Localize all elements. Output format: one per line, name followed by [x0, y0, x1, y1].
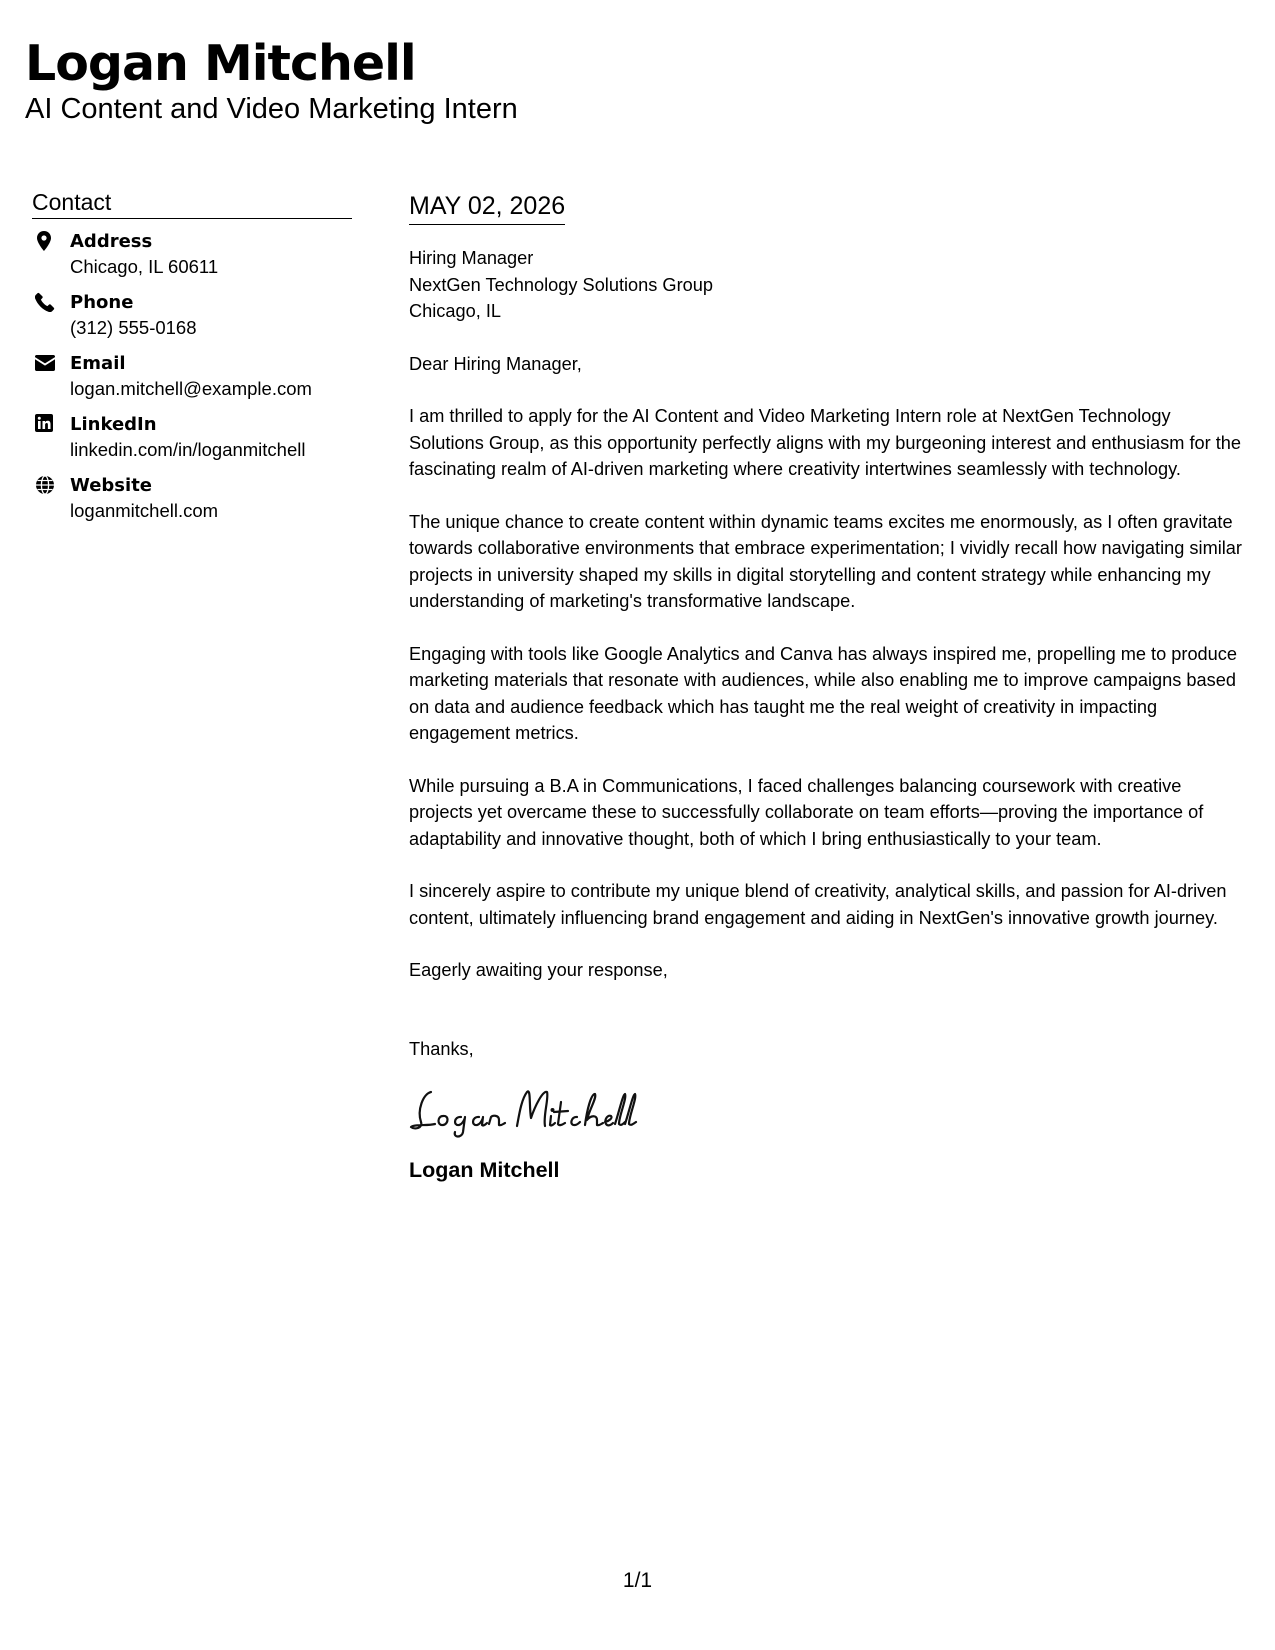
map-pin-icon — [35, 231, 53, 249]
contact-item-website — [32, 473, 352, 523]
contact-value-linkedin: linkedin.com/in/loganmitchell — [70, 439, 306, 460]
applicant-job-title: AI Content and Video Marketing Intern — [25, 93, 518, 125]
letter-date: MAY 02, 2026 — [409, 190, 565, 225]
handwritten-signature — [409, 1080, 1249, 1140]
contact-label-linkedin: LinkedIn — [70, 414, 157, 435]
linkedin-icon — [35, 414, 53, 432]
contact-label-phone: Phone — [70, 292, 134, 313]
paragraph: The unique chance to create content within dynamic teams excites me enormously, as I often gravitate towards collaborative environments that embrace experimentation; I vividly recall how navigating similar projects in university shaped my skills in digital storytelling and content strategy while enhancing my understanding of marketing's transformative landscape. — [409, 511, 1242, 611]
recipient-location: Chicago, IL — [409, 301, 502, 321]
paragraph: I sincerely aspire to contribute my unique blend of creativity, analytical skills, and passion for AI-driven content, ultimately influencing brand engagement and aiding in NextGen's innovative growth journey. — [409, 881, 1227, 928]
closing-line: Eagerly awaiting your response, — [409, 960, 668, 980]
contact-item-phone — [32, 290, 352, 340]
contact-heading: Contact — [32, 188, 352, 219]
contact-label-email: Email — [70, 353, 126, 374]
letter-header — [25, 34, 518, 126]
contact-value-email: logan.mitchell@example.com — [70, 378, 312, 399]
contact-value-website: loganmitchell.com — [70, 500, 219, 521]
signed-name: Logan Mitchell — [409, 1158, 560, 1182]
letter-body — [409, 190, 1249, 1184]
envelope-icon — [35, 353, 53, 371]
contact-item-linkedin — [32, 412, 352, 462]
salutation: Dear Hiring Manager, — [409, 353, 582, 374]
contact-item-address — [32, 229, 352, 279]
recipient-block — [409, 245, 1249, 325]
contact-value-phone: (312) 555-0168 — [70, 317, 197, 338]
paragraph: While pursuing a B.A in Communications, I faced challenges balancing coursework with creative projects yet overcame these to successfully collaborate on team efforts—proving the importance of adaptability and innovative thought, both of which I bring enthusiastically to your team. — [409, 775, 1204, 849]
contact-sidebar — [32, 188, 352, 534]
contact-label-address: Address — [70, 231, 153, 252]
globe-icon — [35, 475, 53, 493]
paragraph: I am thrilled to apply for the AI Content and Video Marketing Intern role at NextGen Technology Solutions Group, as this opportunity perfectly aligns with my burgeoning interest and enthusiasm for the fascinating realm of AI-driven marketing where creativity intertwines seamlessly with technology. — [409, 406, 1242, 479]
recipient-company: NextGen Technology Solutions Group — [409, 274, 713, 295]
contact-item-email — [32, 351, 352, 401]
applicant-name: Logan Mitchell — [25, 35, 416, 92]
paragraph: Engaging with tools like Google Analytics and Canva has always inspired me, propelling me to produce marketing materials that resonate with audiences, while also enabling me to improve campaigns based on data and audience feedback which has taught me the real weight of creativity in impacting engagement metrics. — [409, 643, 1238, 743]
recipient-name: Hiring Manager — [409, 248, 534, 268]
page-number: 1/1 — [622, 1569, 653, 1592]
contact-label-website: Website — [70, 475, 153, 496]
contact-value-address: Chicago, IL 60611 — [70, 256, 219, 277]
phone-icon — [35, 292, 53, 310]
thanks-line: Thanks, — [409, 1038, 474, 1059]
